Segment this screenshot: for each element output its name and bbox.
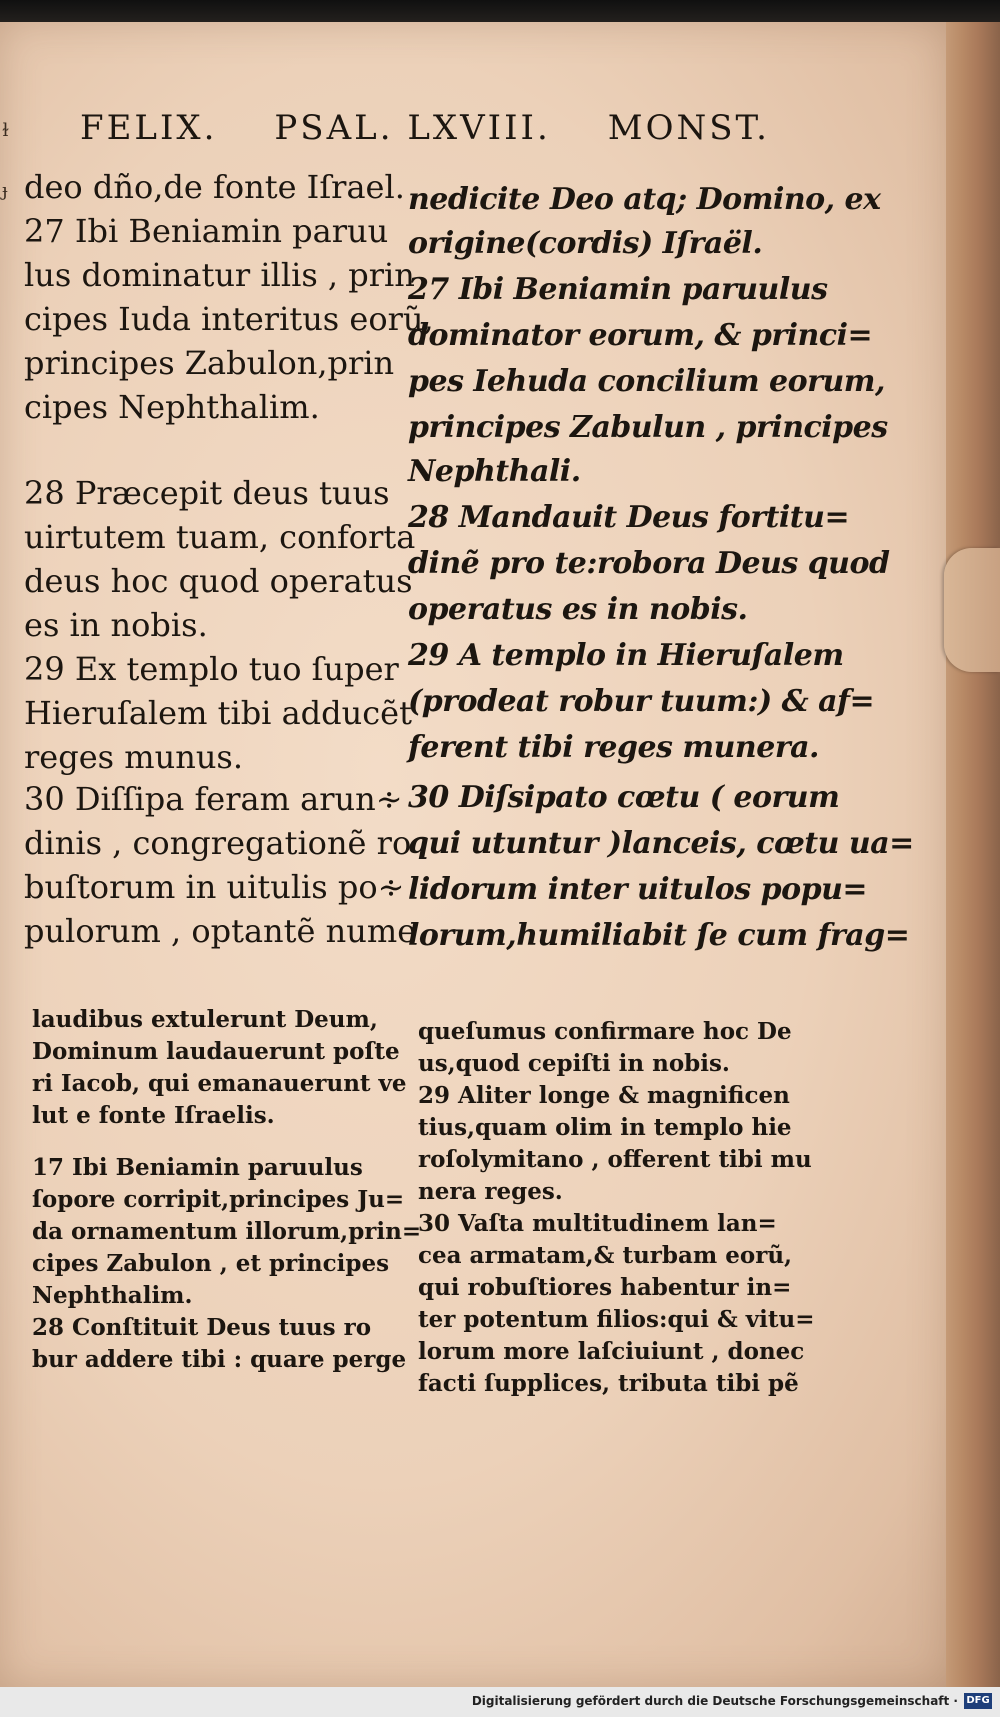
text-line: lut e fonte Iſraelis. xyxy=(32,1102,275,1129)
text-line: ferent tibi reges munera. xyxy=(408,730,820,765)
text-line: ter potentum filios:qui & vitu= xyxy=(418,1306,815,1333)
text-line: deus hoc quod operatus xyxy=(24,562,413,600)
text-line: 28 Præcepit deus tuus xyxy=(24,474,390,512)
text-line: lorum more laſciuiunt , donec xyxy=(418,1338,805,1365)
text-line: 29 A templo in Hieruſalem xyxy=(408,638,844,673)
text-line: lus dominatur illis , prin xyxy=(24,256,415,294)
text-line: 30 Diſsipato cœtu ( eorum xyxy=(408,780,840,815)
running-head-center: PSAL. LXVIII. xyxy=(274,108,551,148)
text-line: dinẽ pro te:robora Deus quod xyxy=(408,546,890,581)
text-line: cipes Zabulon , et principes xyxy=(32,1250,390,1277)
text-line: lidorum inter uitulos popu= xyxy=(408,872,868,907)
text-line: us,quod cepiſti in nobis. xyxy=(418,1050,730,1077)
running-head xyxy=(80,108,770,148)
text-line: cipes Iuda interitus eorũ, xyxy=(24,300,434,338)
text-line: Dominum laudauerunt poſte xyxy=(32,1038,400,1065)
text-line: deo dño,de fonte Iſrael. xyxy=(24,168,405,206)
text-line: 29 Ex templo tuo ſuper xyxy=(24,650,399,688)
text-line: laudibus extulerunt Deum, xyxy=(32,1006,378,1033)
page-tab xyxy=(944,548,1000,672)
text-line: Nephthali. xyxy=(408,454,581,489)
text-line: pes Iehuda concilium eorum, xyxy=(408,364,885,399)
text-line: cea armatam,& turbam eorũ, xyxy=(418,1242,793,1269)
text-line: Hieruſalem tibi adducẽt xyxy=(24,694,412,732)
text-line: 30 Vaſta multitudinem lan= xyxy=(418,1210,777,1237)
dfg-logo-icon: DFG xyxy=(964,1693,992,1709)
text-line: ſopore corripit,principes Ju= xyxy=(32,1186,405,1213)
text-line: 28 Mandauit Deus fortitu= xyxy=(408,500,850,535)
text-line: buſtorum in uitulis po∻ xyxy=(24,868,405,906)
text-line: dinis , congregationẽ ro xyxy=(24,824,412,862)
text-line: da ornamentum illorum,prin= xyxy=(32,1218,422,1245)
footer-bar xyxy=(0,1687,1000,1717)
text-line: 27 Ibi Beniamin paruu xyxy=(24,212,389,250)
margin-mark: ɟ xyxy=(2,180,8,201)
text-line: ri Iacob, qui emanauerunt ve xyxy=(32,1070,407,1097)
text-line: facti ſupplices, tributa tibi pẽ xyxy=(418,1370,799,1397)
text-line: operatus es in nobis. xyxy=(408,592,748,627)
text-line: principes Zabulun , principes xyxy=(408,410,888,445)
text-line: queſumus confirmare hoc De xyxy=(418,1018,792,1045)
text-line: 29 Aliter longe & magnificen xyxy=(418,1082,790,1109)
text-line: Nephthalim. xyxy=(32,1282,193,1309)
text-line: qui utuntur )lanceis, cœtu ua= xyxy=(408,826,914,861)
footer-credit: Digitalisierung gefördert durch die Deutsche Forschungsgemeinschaft · xyxy=(471,1694,958,1708)
text-line: roſolymitano , offerent tibi mu xyxy=(418,1146,812,1173)
text-line: (prodeat robur tuum:) & af= xyxy=(408,684,875,719)
text-line: 27 Ibi Beniamin paruulus xyxy=(408,272,828,307)
running-head-left: FELIX. xyxy=(80,108,218,148)
text-line: uirtutem tuam, conforta xyxy=(24,518,416,556)
text-line: lorum,humiliabit ſe cum frag= xyxy=(408,918,910,953)
text-line: tius,quam olim in templo hie xyxy=(418,1114,792,1141)
text-line: cipes Nephthalim. xyxy=(24,388,320,426)
margin-mark: ɫ xyxy=(2,120,9,141)
text-line: nera reges. xyxy=(418,1178,563,1205)
text-line: qui robuſtiores habentur in= xyxy=(418,1274,792,1301)
text-line: 17 Ibi Beniamin paruulus xyxy=(32,1154,363,1181)
text-line: pulorum , optantẽ nume xyxy=(24,912,417,950)
text-line: reges munus. xyxy=(24,738,244,776)
text-line: origine(cordis) Iſraël. xyxy=(408,226,763,261)
running-head-right: MONST. xyxy=(607,108,770,148)
text-line: nedicite Deo atq; Domino, ex xyxy=(408,182,881,217)
page-edge-right xyxy=(946,22,1000,1687)
text-line: principes Zabulon,prin xyxy=(24,344,395,382)
text-line: 30 Diſſipa feram arun∻ xyxy=(24,780,403,818)
text-line: 28 Conſtituit Deus tuus ro xyxy=(32,1314,372,1341)
text-line: dominator eorum, & princi= xyxy=(408,318,873,353)
text-line: es in nobis. xyxy=(24,606,208,644)
text-line: bur addere tibi : quare perge xyxy=(32,1346,407,1373)
